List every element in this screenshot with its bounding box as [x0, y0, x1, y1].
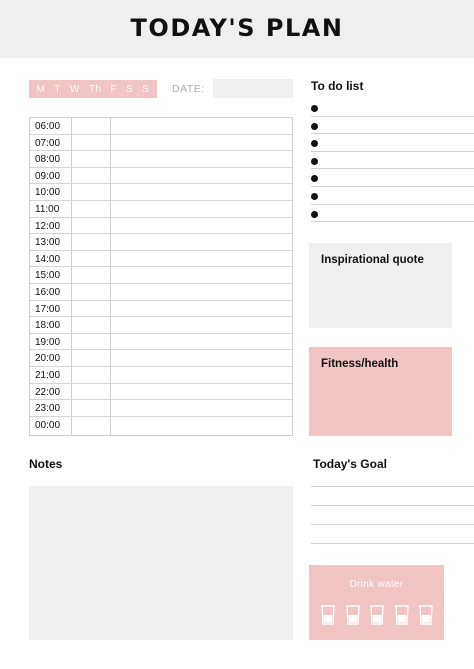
schedule-time: 16:00 [35, 287, 61, 298]
goal-line[interactable] [311, 486, 474, 487]
todo-item[interactable] [311, 152, 474, 170]
schedule-row[interactable] [30, 350, 292, 367]
day-friday[interactable]: F [110, 83, 118, 95]
schedule-row[interactable] [30, 301, 292, 318]
water-glass-icon[interactable] [370, 605, 384, 625]
schedule-time: 07:00 [35, 137, 61, 149]
goal-line[interactable] [311, 505, 474, 506]
goal-line[interactable] [311, 524, 474, 525]
date-field[interactable] [213, 79, 293, 98]
schedule-time: 10:00 [35, 187, 61, 199]
schedule-time: 18:00 [35, 320, 61, 332]
day-thursday[interactable]: Th [88, 83, 102, 95]
bullet-icon [311, 158, 318, 165]
todo-item[interactable] [311, 134, 474, 152]
hourly-schedule [29, 117, 293, 436]
goal-title: Today's Goal [313, 457, 387, 471]
schedule-row[interactable] [30, 367, 292, 384]
schedule-row[interactable] [30, 218, 292, 235]
bullet-icon [311, 211, 318, 218]
bullet-icon [311, 175, 318, 182]
day-tuesday[interactable]: T [54, 83, 61, 95]
water-glass-icon[interactable] [419, 605, 433, 625]
schedule-row[interactable] [30, 251, 292, 268]
schedule-time: 12:00 [35, 220, 61, 232]
schedule-time: 19:00 [35, 336, 61, 348]
schedule-time: 13:00 [35, 237, 61, 249]
water-label: Drink water [349, 579, 404, 590]
todo-item[interactable] [311, 187, 474, 205]
schedule-row[interactable] [30, 317, 292, 334]
schedule-time: 14:00 [35, 253, 61, 265]
schedule-time: 20:00 [35, 353, 61, 365]
day-monday[interactable]: M [36, 83, 46, 95]
notes-title: Notes [29, 457, 63, 471]
bullet-icon [311, 193, 318, 200]
fitness-title: Fitness/health [321, 358, 399, 370]
day-wednesday[interactable]: W [69, 83, 80, 95]
schedule-row[interactable] [30, 334, 292, 351]
weekday-selector [29, 80, 157, 98]
schedule-row[interactable] [30, 151, 292, 168]
quote-box[interactable] [309, 243, 452, 328]
goal-line[interactable] [311, 543, 474, 544]
day-saturday[interactable]: S [126, 83, 134, 95]
water-glasses [321, 605, 433, 625]
schedule-row[interactable] [30, 417, 292, 434]
bullet-icon [311, 105, 318, 112]
todo-item[interactable] [311, 169, 474, 187]
water-glass-icon[interactable] [321, 605, 335, 625]
todo-item[interactable] [311, 99, 474, 117]
water-glass-icon[interactable] [395, 605, 409, 625]
todo-title: To do list [311, 79, 364, 93]
schedule-time: 08:00 [35, 154, 61, 166]
schedule-time: 00:00 [35, 419, 61, 431]
schedule-time: 21:00 [35, 370, 61, 381]
todo-item[interactable] [311, 117, 474, 135]
fitness-box[interactable] [309, 347, 452, 436]
page-title: TODAY'S PLAN [130, 14, 344, 42]
water-tracker [309, 565, 444, 640]
notes-area[interactable] [29, 486, 293, 640]
schedule-row[interactable] [30, 168, 292, 185]
day-sunday[interactable]: S [142, 83, 150, 95]
todo-item[interactable] [311, 205, 474, 223]
quote-title: Inspirational quote [321, 254, 424, 266]
schedule-row[interactable] [30, 201, 292, 218]
water-glass-icon[interactable] [346, 605, 360, 625]
schedule-row[interactable] [30, 118, 292, 135]
schedule-row[interactable] [30, 267, 292, 284]
schedule-time: 17:00 [35, 303, 61, 315]
schedule-row[interactable] [30, 284, 292, 301]
schedule-row[interactable] [30, 400, 292, 417]
bullet-icon [311, 123, 318, 130]
schedule-time: 06:00 [35, 121, 61, 132]
schedule-time: 22:00 [35, 386, 61, 398]
schedule-time: 23:00 [35, 403, 61, 415]
date-label: DATE: [172, 83, 205, 95]
schedule-time: 09:00 [35, 170, 61, 182]
schedule-row[interactable] [30, 184, 292, 201]
schedule-row[interactable] [30, 135, 292, 152]
schedule-time: 11:00 [35, 204, 60, 215]
schedule-row[interactable] [30, 384, 292, 401]
schedule-row[interactable] [30, 234, 292, 251]
schedule-time: 15:00 [35, 270, 61, 282]
bullet-icon [311, 140, 318, 147]
